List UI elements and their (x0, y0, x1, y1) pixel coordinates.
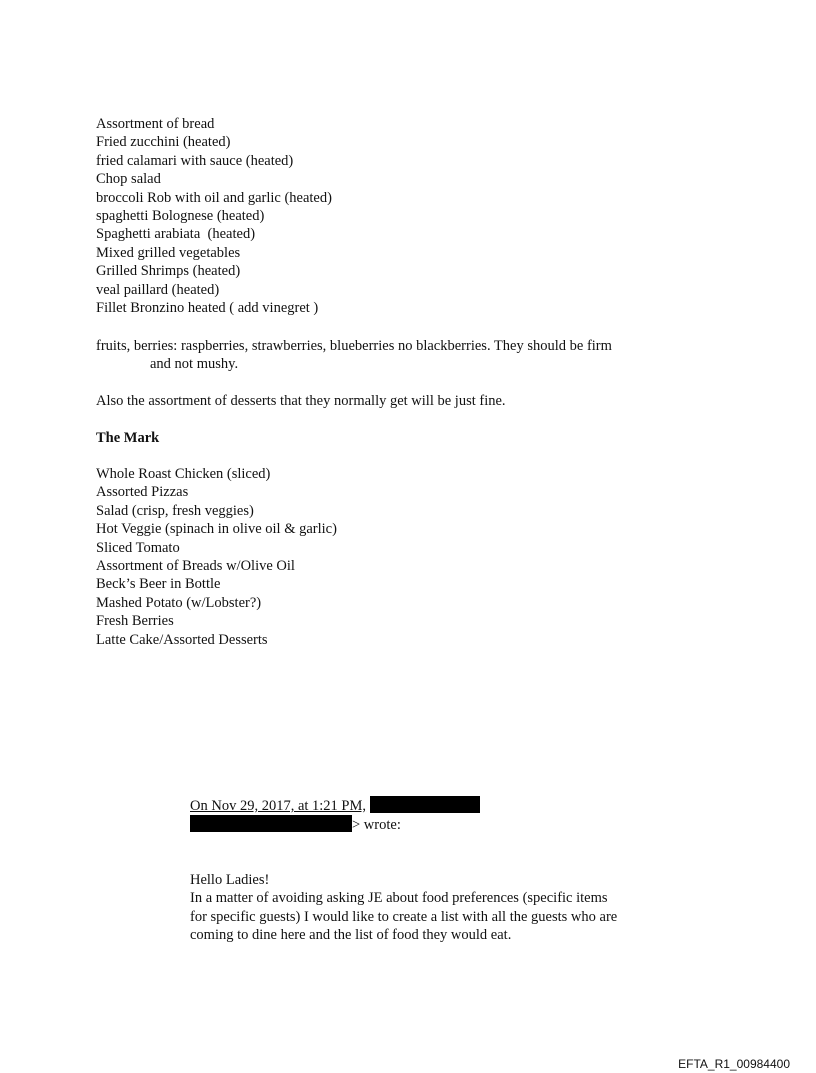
list-item: broccoli Rob with oil and garlic (heated) (96, 189, 332, 206)
email-body: In a matter of avoiding asking JE about food preferences (specific items for specific guests) I would like to create a list with all the guests who are coming to dine here and the list of food they would eat. (190, 890, 618, 944)
list-item: Mixed grilled vegetables (96, 244, 241, 261)
email-greeting: Hello Ladies! (190, 871, 270, 888)
list-item: Whole Roast Chicken (sliced) (96, 466, 271, 482)
email-date-line: On Nov 29, 2017, at 1:21 PM, (190, 798, 367, 814)
redaction-bar (190, 815, 352, 832)
list-item: Fillet Bronzino heated ( add vinegret ) (96, 300, 319, 317)
list-item: Spaghetti arabiata (heated) (96, 226, 256, 243)
list-item: Fresh Berries (96, 613, 174, 630)
list-item: Beck’s Beer in Bottle (96, 576, 221, 593)
list-item: Mashed Potato (w/Lobster?) (96, 594, 262, 611)
email-header-line1 (190, 796, 630, 815)
list-item: Salad (crisp, fresh veggies) (96, 502, 254, 519)
fruits-note-line1: fruits, berries: raspberries, strawberries, blueberries no blackberries. They should be firm (96, 338, 612, 354)
spacer (190, 835, 630, 871)
desserts-note: Also the assortment of desserts that they normally get will be just fine. (96, 393, 506, 409)
food-list-two (96, 465, 337, 649)
email-wrote: > wrote: (352, 817, 401, 834)
section-heading: The Mark (96, 430, 160, 446)
document-id: EFTA_R1_00984400 (678, 1057, 790, 1071)
fruits-note-line2: and not mushy. (150, 356, 239, 373)
list-item: fried calamari with sauce (heated) (96, 152, 294, 169)
list-item: spaghetti Bolognese (heated) (96, 208, 265, 225)
list-item: veal paillard (heated) (96, 281, 220, 298)
food-list-one (96, 115, 332, 317)
quoted-email (190, 796, 630, 944)
list-item: Latte Cake/Assorted Desserts (96, 631, 268, 648)
list-item: Assortment of bread (96, 116, 215, 132)
fruits-note (96, 337, 676, 374)
list-item: Grilled Shrimps (heated) (96, 263, 241, 280)
redaction-bar (370, 796, 480, 813)
list-item: Fried zucchini (heated) (96, 134, 231, 151)
email-header-line2 (190, 815, 630, 834)
list-item: Hot Veggie (spinach in olive oil & garlic) (96, 521, 337, 538)
list-item: Sliced Tomato (96, 539, 180, 556)
list-item: Chop salad (96, 171, 161, 188)
list-item: Assorted Pizzas (96, 484, 189, 501)
list-item: Assortment of Breads w/Olive Oil (96, 558, 295, 575)
